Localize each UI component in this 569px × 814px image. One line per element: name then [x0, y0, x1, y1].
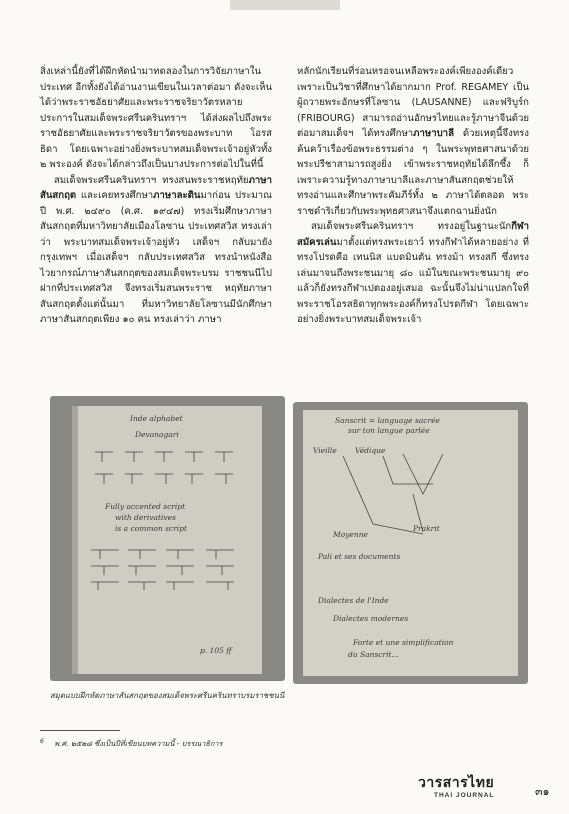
handwritten-note: Forte et une simplification [353, 638, 454, 647]
journal-title-english: THAI JOURNAL [434, 792, 495, 799]
right-column [297, 64, 529, 328]
bold-term-amateur-sport: กีฬาสมัครเล่น [297, 221, 529, 248]
handwritten-note: sur ton langue parlée [348, 426, 430, 435]
text-run: สมเด็จพระศรีนครินทราฯ ทรงอยู่ในฐานะนัก [311, 221, 512, 232]
footnote-text: พ.ศ. ๒๕๒๘ ซึ่งเป็นปีที่เขียนบทความนี้ - บรรณาธิการ [54, 739, 223, 749]
footnote-marker: 6 [40, 738, 44, 745]
handwritten-note: Moyenne [333, 530, 368, 539]
devanagari-grid [90, 444, 250, 499]
scan-artifact [230, 0, 340, 10]
handwritten-note: with derivatives [115, 513, 176, 522]
handwritten-note: Devanagari [135, 430, 179, 439]
handwritten-note: Dialectes de l'Inde [318, 596, 389, 605]
left-paragraph-2 [40, 173, 272, 328]
text-run: มาก่อน ประมาณปี พ.ศ. ๒๔๙๐ (ค.ศ. ๑๙๔๗) ทรงเริ่มศึกษาภาษาสันสกฤตที่มหาวิทยาลัยเมืองโลซาน ประเทศสวิส ทรงเล่าว่า พระบาทสมเด็จพระเจ้าอยู่หัว เสด็จฯ กลับมายังกรุงเทพฯ เมื่อเสด็จฯ กลับประเทศสวิส ทรงนำหนังสือไวยากรณ์ภาษาสันสกฤตของสมเด็จพระบรม ราชชนนีไปฝากที่ประเทศสวิส จึงทรงเริ่มสนพระราช หฤทัยภาษาสันสกฤตตั้งแต่นั้นมา ที่มหาวิทยาลัยโลซานมีนักศึกษาภาษาสันสกฤตเพียง ๑๐ คน ทรงเล่าว่า ภาษา [40, 190, 272, 325]
footnote-rule [40, 730, 120, 731]
handwritten-note: Inde alphabet [130, 414, 183, 423]
handwritten-note: Fully accented script [105, 502, 186, 511]
handwritten-note: p. 105 ff [200, 646, 232, 655]
left-column [40, 64, 272, 328]
text-run: และเคยทรงศึกษา [76, 190, 154, 201]
handwritten-note: Sanscrit = language sacrée [335, 416, 440, 425]
bold-term-pali: ภาษาบาลี [413, 128, 454, 139]
notebook-photo-right [293, 402, 528, 684]
handwritten-note: Prakrit [413, 524, 440, 533]
handwritten-note: Dialectes modernes [333, 614, 409, 623]
notebook-binding [72, 406, 78, 674]
text-run: มาตั้งแต่ทรงพระเยาว์ ทรงกีฬาได้หลายอย่าง ที่ทรงโปรดคือ เทนนิส แบดมินตัน ทรงม้า ทรงสกี ซึ่งทรงเล่นมาจนถึงพระชนมายุ ๘๐ แม้ในขณะพระชนมายุ ๙๐ แล้วก็ยังทรงกีฬาเปตองอยู่เสมอ ฉะนั้นจึงไม่น่าแปลกใจที่พระราชโอรสธิดาทุกพระองค์ก็ทรงโปรดกีฬา โดยเฉพาะอย่างยิ่งพระบาทสมเด็จพระเจ้า [297, 236, 529, 325]
bold-term-latin: ภาษาละติน [153, 190, 201, 201]
handwritten-note: Védique [355, 446, 386, 455]
page-number: ๓๑ [535, 785, 550, 798]
photo-caption: สมุดแบบฝึกหัดภาษาสันสกฤตของสมเด็จพระศรีนครินทราบรมราชชนนี [50, 691, 285, 700]
text-run: หลักนักเรียนที่ร่อนหรอจนเหลือพระองค์เพียงองค์เดียว เพราะเป็นวิชาที่ศึกษาได้ยากมาก Prof. REGAMEY เป็นผู้ถวายพระอักษรที่โลซาน (LAUSANNE) และฟริบูร์ก (FRIBOURG) สามารถอ่านอักษรไทยและรู้ภาษาจีนด้วย ต่อมาสมเด็จฯ ได้ทรงศึกษา [297, 66, 529, 139]
bold-term-sanskrit: ภาษาสันสกฤต [40, 174, 272, 201]
devanagari-grid [88, 542, 253, 592]
handwritten-note: is a common script [115, 524, 188, 533]
notebook-photo-left [50, 396, 285, 681]
handwritten-note: Pali et ses documents [318, 552, 401, 561]
footnote [40, 738, 223, 750]
text-run: สมเด็จพระศรีนครินทราฯ ทรงสนพระราชหฤทัย [54, 174, 249, 186]
text-run: ด้วยเหตุนี้จึงทรงค้นคว้าเรื่องข้อพระธรรมต่าง ๆ ในพระพุทธศาสนาด้วยพระปรีชาสามารถสูงยิ่ง เข้าพระราชหฤทัยได้ลึกซึ้ง ก็เพราะความรู้ทางภาษาบาลีและภาษาสันสกฤตช่วยให้ทรงอ่านและศึกษาพระคัมภีร์ทั้ง ๒ ภาษาได้ตลอด พระราชดำริเกี่ยวกับพระพุทธศาสนาจึงแตกฉานยิ่งนัก [297, 128, 529, 217]
handwritten-note: Vieille [313, 446, 337, 455]
handwritten-note: du Sanscrit... [348, 650, 399, 659]
journal-title-thai: วารสารไทย [418, 775, 495, 791]
journal-logo [418, 772, 494, 799]
left-paragraph-1: สิ่งเหล่านี้ยังที่ได้ฝึกหัดนำมาทดลองในการวิจัยภาษาในประเทศ อีกทั้งยังได้อ่านงานเขียนในเวลาต่อมา ดังจะเห็นได้ว่าพระราชอัธยาศัยและพระราชจริยาวัตรหลาย ประการในสมเด็จพระศรีนครินทราฯ ได้ส่งผลไปถึงพระราชอัธยาศัยและพระราชจริยาวัตรของพระบาท โอรสธิดา โดยเฉพาะอย่างยิ่งพระบาทสมเด็จพระเจ้าอยู่หัวทั้ง ๒ พระองค์ ดังจะได้กล่าวถึงเป็นบางประการต่อไปในที่นี้ [40, 66, 272, 170]
right-paragraph-1 [297, 64, 529, 219]
right-paragraph-2 [297, 219, 529, 328]
